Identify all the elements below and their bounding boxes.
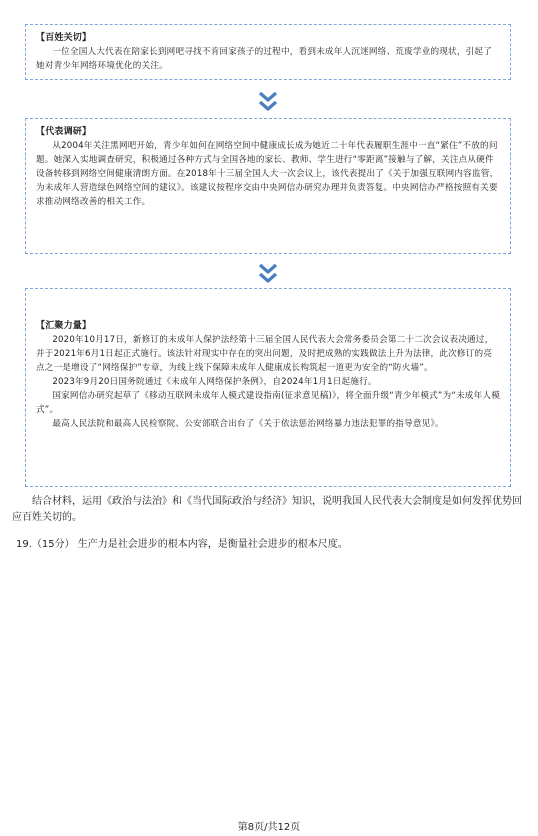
question-text: 结合材料，运用《政治与法治》和《当代国际政治与经济》知识，说明我国人民代表大会制度是如何发挥优势回应百姓关切的。 xyxy=(12,496,522,523)
box-paragraph: 国家网信办研究起草了《移动互联网未成年人模式建设指南(征求意见稿)》，将全面升级“青少年模式”为“未成年人模式”。 xyxy=(36,391,500,415)
box-paragraph: 最高人民法院和最高人民检察院、公安部联合出台了《关于依法惩治网络暴力违法犯罪的指导意见》。 xyxy=(52,419,444,429)
box-title: 【汇聚力量】 xyxy=(36,321,92,331)
material-box-deputy-research xyxy=(25,118,511,254)
material-box-gather-forces xyxy=(25,288,511,487)
double-chevron-down-icon xyxy=(257,90,279,114)
question-19-text: 19.（15分） 生产力是社会进步的根本内容，是衡量社会进步的根本尺度。 xyxy=(16,539,348,550)
box-paragraph: 从2004年关注黑网吧开始，青少年如何在网络空间中健康成长成为她近二十年代表履职生涯中一直“紧住”不放的问题。她深入实地调查研究，积极通过各种方式与全国各地的家长、教师、学生进行“零距离”接触与了解，关注点从硬件设备转移到网络空间健康清朗方面。在2018年十三届全国人大一次会议上，该代表提出了《关于加强互联网内容监管，为未成年人营造绿色网络空间的建议》。该建议按程序交由中央网信办研究办理并负责答复。中央网信办严格按照有关要求推动网络改善的相关工作。 xyxy=(36,141,499,207)
page-number: 第8页/共12页 xyxy=(237,822,301,833)
question-prompt xyxy=(12,494,530,526)
box-paragraph: 一位全国人大代表在陪家长到网吧寻找不肯回家孩子的过程中，看到未成年人沉迷网络、荒废学业的现状，引起了她对青少年网络环境优化的关注。 xyxy=(36,47,493,71)
box-paragraph: 2020年10月17日，新修订的未成年人保护法经第十三届全国人民代表大会常务委员会第二十二次会议表决通过，并于2021年6月1日起正式施行。该法针对现实中存在的突出问题，及时把成熟的实践做法上升为法律，此次修订的亮点之一是增设了“网络保护”专章，为线上线下保障未成年人健康成长构筑起一道更为安全的“防火墙”。 xyxy=(36,335,494,373)
box-paragraph: 2023年9月20日国务院通过《未成年人网络保护条例》，自2024年1月1日起施行。 xyxy=(52,377,377,387)
box-title: 【代表调研】 xyxy=(36,127,92,137)
question-19 xyxy=(16,537,534,553)
material-box-public-concern xyxy=(25,24,511,80)
box-title: 【百姓关切】 xyxy=(36,33,92,43)
double-chevron-down-icon xyxy=(257,262,279,286)
